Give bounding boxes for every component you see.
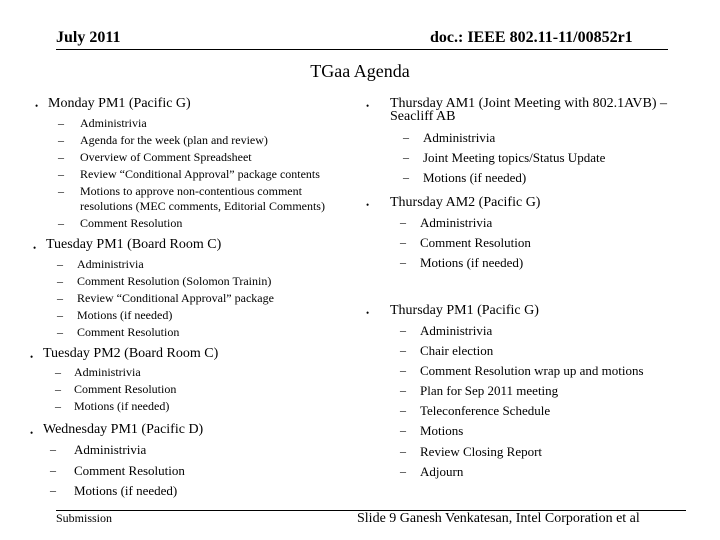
- footer-slide-info: Slide 9 Ganesh Venkatesan, Intel Corporation et al: [357, 511, 640, 526]
- tuesday-pm2-item: Motions (if needed): [74, 399, 170, 413]
- dash: –: [400, 343, 406, 357]
- monday-item-continued: resolutions (MEC comments, Editorial Comments): [80, 199, 325, 213]
- thursday-am2-item: Comment Resolution: [420, 235, 531, 250]
- tuesday-pm1-item: Administrivia: [77, 257, 144, 271]
- thursday-am2-item: Administrivia: [420, 215, 493, 230]
- dash: –: [50, 442, 56, 456]
- monday-item: Motions to approve non-contentious comment: [80, 184, 302, 198]
- bullet: •: [30, 428, 34, 438]
- dash: –: [55, 365, 61, 379]
- dash: –: [58, 150, 64, 164]
- bullet: •: [35, 101, 39, 111]
- section-wednesday-title: Wednesday PM1 (Pacific D): [43, 422, 204, 437]
- section-thursday-am2-title: Thursday AM2 (Pacific G): [390, 195, 541, 210]
- thursday-am1-item: Administrivia: [423, 130, 496, 145]
- dash: –: [55, 399, 61, 413]
- thursday-pm1-item: Teleconference Schedule: [420, 403, 551, 418]
- header-doc-id: doc.: IEEE 802.11-11/00852r1: [430, 29, 633, 46]
- dash: –: [400, 235, 406, 249]
- thursday-pm1-item: Plan for Sep 2011 meeting: [420, 383, 559, 398]
- tuesday-pm2-item: Administrivia: [74, 365, 141, 379]
- dash: –: [400, 464, 406, 478]
- tuesday-pm1-item: Comment Resolution: [77, 325, 180, 339]
- bullet: •: [366, 308, 370, 318]
- dash: –: [50, 483, 56, 497]
- thursday-am1-item: Joint Meeting topics/Status Update: [423, 150, 606, 165]
- section-monday-title: Monday PM1 (Pacific G): [48, 96, 191, 111]
- dash: –: [57, 257, 63, 271]
- bullet: •: [366, 200, 370, 210]
- dash: –: [58, 184, 64, 198]
- thursday-pm1-item: Review Closing Report: [420, 444, 543, 459]
- bullet: •: [366, 101, 370, 111]
- thursday-pm1-item: Comment Resolution wrap up and motions: [420, 363, 644, 378]
- thursday-am1-item: Motions (if needed): [423, 170, 527, 185]
- dash: –: [58, 167, 64, 181]
- tuesday-pm1-item: Review “Conditional Approval” package: [77, 291, 274, 305]
- dash: –: [400, 444, 406, 458]
- dash: –: [57, 308, 63, 322]
- dash: –: [57, 325, 63, 339]
- dash: –: [400, 255, 406, 269]
- section-thursday-pm1-title: Thursday PM1 (Pacific G): [390, 303, 539, 318]
- monday-item: Agenda for the week (plan and review): [80, 133, 268, 147]
- thursday-pm1-item: Chair election: [420, 343, 494, 358]
- dash: –: [58, 216, 64, 230]
- section-tuesday-pm2-title: Tuesday PM2 (Board Room C): [43, 346, 219, 361]
- footer-submission: Submission: [56, 511, 113, 525]
- thursday-pm1-item: Administrivia: [420, 323, 493, 338]
- tuesday-pm1-item: Comment Resolution (Solomon Trainin): [77, 274, 272, 288]
- monday-item: Administrivia: [80, 116, 147, 130]
- section-thursday-am1-title-line2: Seacliff AB: [390, 109, 456, 124]
- dash: –: [400, 423, 406, 437]
- dash: –: [58, 116, 64, 130]
- dash: –: [400, 363, 406, 377]
- dash: –: [400, 215, 406, 229]
- section-tuesday-pm1-title: Tuesday PM1 (Board Room C): [46, 237, 222, 252]
- dash: –: [400, 323, 406, 337]
- dash: –: [403, 170, 409, 184]
- dash: –: [57, 291, 63, 305]
- dash: –: [57, 274, 63, 288]
- dash: –: [400, 403, 406, 417]
- dash: –: [50, 463, 56, 477]
- dash: –: [400, 383, 406, 397]
- monday-item: Comment Resolution: [80, 216, 183, 230]
- header-date: July 2011: [56, 29, 121, 46]
- monday-item: Review “Conditional Approval” package contents: [80, 167, 320, 181]
- dash: –: [55, 382, 61, 396]
- wednesday-item: Administrivia: [74, 442, 147, 457]
- tuesday-pm2-item: Comment Resolution: [74, 382, 177, 396]
- monday-item: Overview of Comment Spreadsheet: [80, 150, 252, 164]
- bullet: •: [33, 243, 37, 253]
- slide-title: TGaa Agenda: [310, 61, 410, 81]
- thursday-am2-item: Motions (if needed): [420, 255, 524, 270]
- header-rule: [56, 49, 668, 50]
- dash: –: [403, 130, 409, 144]
- thursday-pm1-item: Adjourn: [420, 464, 464, 479]
- wednesday-item: Comment Resolution: [74, 463, 185, 478]
- section-thursday-am1-title: Thursday AM1 (Joint Meeting with 802.1AVB) –: [390, 96, 668, 111]
- bullet: •: [30, 352, 34, 362]
- tuesday-pm1-item: Motions (if needed): [77, 308, 173, 322]
- wednesday-item: Motions (if needed): [74, 483, 178, 498]
- dash: –: [58, 133, 64, 147]
- dash: –: [403, 150, 409, 164]
- thursday-pm1-item: Motions: [420, 423, 464, 438]
